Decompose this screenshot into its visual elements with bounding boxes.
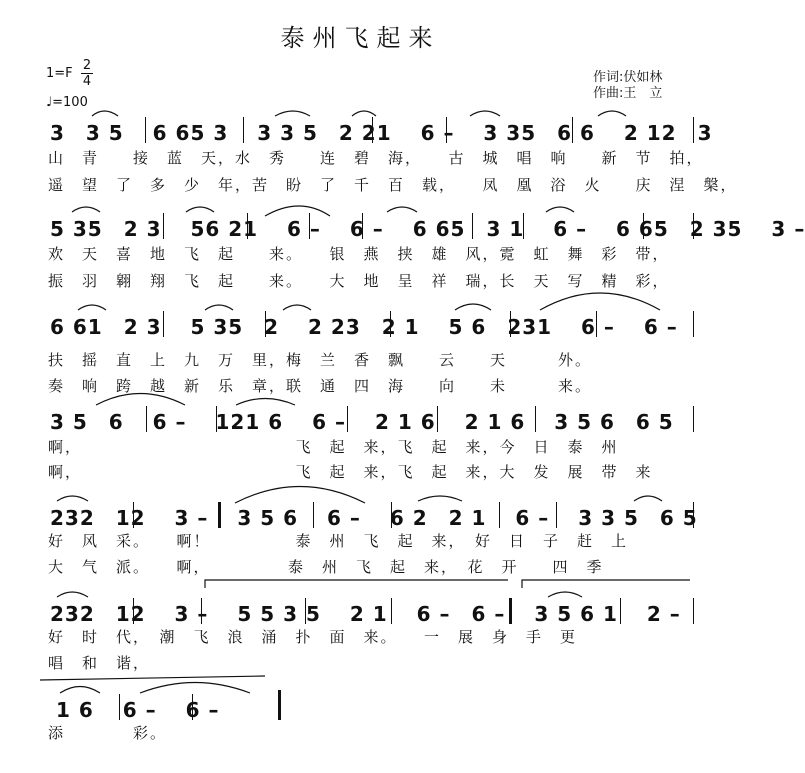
key-signature: 1=F [46, 66, 73, 81]
volta-bracket-1 [205, 580, 508, 588]
lyric-row-1-verse-1: 山 青 接 蓝 天，水 秀 连 碧 海， 古 城 唱 响 新 节 拍， [48, 149, 704, 167]
slur-mark [96, 394, 185, 406]
lyricist-credit: 作词:伏如林 [593, 70, 663, 85]
slur-mark [72, 207, 100, 212]
slur-mark [265, 206, 330, 216]
lyric-row-7-verse-1: 添 彩。 [48, 724, 168, 742]
slur-mark [548, 592, 582, 597]
notation-row-3: 6 61 2 3 5 35 2 2 23 2 1 5 6 231 6 – 6 – [50, 315, 678, 339]
slur-mark [57, 592, 88, 597]
slur-mark [546, 207, 574, 212]
lyric-row-4-verse-2: 啊， 飞 起 来，飞 起 来，大 发 展 带 来 [48, 463, 653, 481]
slur-mark [455, 304, 491, 310]
slur-mark [235, 487, 365, 504]
slur-mark [283, 305, 311, 310]
lyric-row-2-verse-2: 振 羽 翱 翔 飞 起 来。 大 地 呈 祥 瑞，长 天 写 精 彩， [48, 272, 670, 290]
slur-mark [236, 399, 295, 406]
notation-row-6: 232 12 3 – 5 5 3 5 2 1 6 – 6 – 3 5 6 1 2 – [50, 602, 681, 626]
tempo-marking: ♩=100 [46, 95, 88, 110]
slur-mark [57, 496, 88, 501]
slur-mark [598, 111, 626, 116]
lyric-row-6-verse-2: 唱 和 谐， [48, 654, 151, 672]
lyric-row-1-verse-2: 遥 望 了 多 少 年，苦 盼 了 千 百 载， 凤 凰 浴 火 庆 涅 槃， [48, 176, 738, 194]
ending-bracket [40, 676, 265, 680]
notation-row-7: 1 6 6 – 6 – [56, 698, 220, 722]
slur-mark [418, 496, 462, 501]
slur-mark [634, 496, 662, 501]
slur-mark [205, 305, 233, 310]
slur-mark [60, 687, 100, 694]
notation-row-5: 232 12 3 – 3 5 6 6 – 6 2 2 1 6 – 3 3 5 6 5 [50, 506, 698, 530]
lyric-row-6-verse-1: 好 时 代， 潮 飞 浪 涌 扑 面 来。 一 展 身 手 更 [48, 628, 578, 646]
notation-row-1: 3 3 5 6 65 3 3 3 5 2 21 6 – 3 35 6 6 2 12 3 [50, 121, 713, 145]
volta-bracket-2 [522, 580, 690, 588]
slur-mark [470, 111, 500, 116]
lyric-row-5-verse-2: 大 气 派。 啊， 泰 州 飞 起 来， 花 开 四 季 [48, 558, 604, 576]
time-signature-top: 2 [82, 58, 92, 73]
composer-credit: 作曲:王 立 [593, 86, 663, 101]
slur-mark [92, 111, 118, 116]
slur-mark [275, 111, 310, 116]
time-signature-bottom: 4 [82, 74, 92, 89]
lyric-row-4-verse-1: 啊， 飞 起 来，飞 起 来，今 日 泰 州 [48, 438, 619, 456]
slur-mark [540, 293, 660, 310]
slur-mark [78, 305, 106, 310]
lyric-row-3-verse-1: 扶 摇 直 上 九 万 里，梅 兰 香 飘 云 天 外。 [48, 351, 593, 369]
slur-mark [186, 207, 214, 212]
page-title: 泰州飞起来 [280, 24, 441, 52]
lyric-row-5-verse-1: 好 风 采。 啊！ 泰 州 飞 起 来， 好 日 子 赶 上 [48, 532, 629, 550]
notation-row-2: 5 35 2 3 56 21 6 – 6 – 6 65 3 1 6 – 6 65 2 35 3 – [50, 217, 805, 241]
lyric-row-2-verse-1: 欢 天 喜 地 飞 起 来。 银 燕 挟 雄 风，霓 虹 舞 彩 带， [48, 245, 670, 263]
notation-row-4: 3 5 6 6 – 121 6 6 – 2 1 6 2 1 6 3 5 6 6 5 [50, 410, 674, 434]
slur-mark [352, 111, 376, 116]
slur-mark [387, 207, 417, 212]
lyric-row-3-verse-2: 奏 响 跨 越 新 乐 章，联 通 四 海 向 未 来。 [48, 377, 593, 395]
slur-mark [140, 683, 250, 694]
